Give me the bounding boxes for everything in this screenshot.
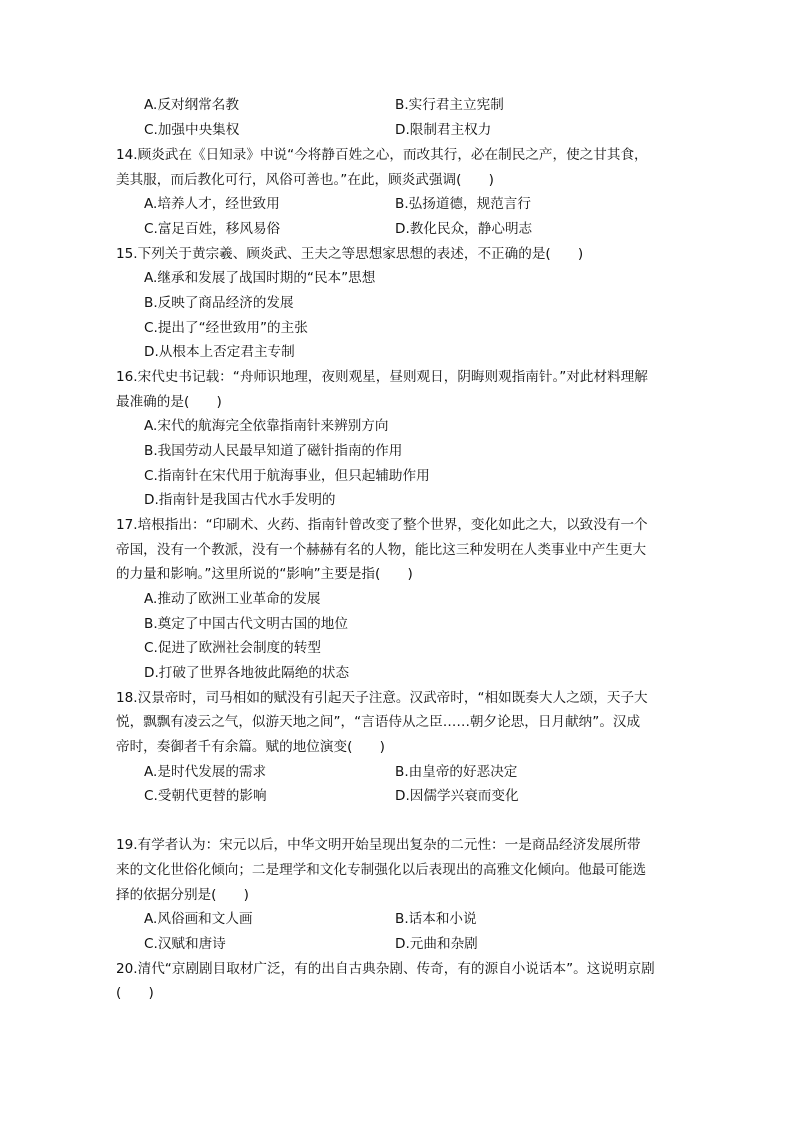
q18-stem-line-1: 18.汉景帝时，司马相如的赋没有引起天子注意。汉武帝时，“相如既奏大人之颂，天子大	[116, 690, 648, 706]
q18-stem-line-2: 悦，飘飘有凌云之气，似游天地之间”，“言语侍从之臣……朝夕论思，日月献纳”。汉成	[116, 714, 641, 730]
q14-option-a: A.培养人才，经世致用	[144, 196, 280, 212]
q17-stem-line-3: 的力量和影响。”这里所说的“影响”主要是指( )	[116, 566, 413, 582]
q15-stem-line-1: 15.下列关于黄宗羲、顾炎武、王夫之等思想家思想的表述，不正确的是( )	[116, 246, 584, 262]
q17-stem-line-1: 17.培根指出：“印刷术、火药、指南针曾改变了整个世界，变化如此之大，以致没有一个	[116, 517, 648, 533]
q13-option-d: D.限制君主权力	[395, 122, 492, 138]
q19-stem-line-1: 19.有学者认为：宋元以后，中华文明开始呈现出复杂的二元性：一是商品经济发展所带	[116, 837, 641, 853]
q13-option-a: A.反对纲常名教	[144, 97, 239, 113]
q18-stem-line-3: 帝时，奏御者千有余篇。赋的地位演变( )	[116, 739, 385, 755]
q19-option-b: B.话本和小说	[395, 911, 477, 927]
q16-option-a: A.宋代的航海完全依靠指南针来辨别方向	[144, 418, 389, 434]
q14-stem-line-2: 美其服，而后教化可行，风俗可善也。”在此，顾炎武强调( )	[116, 172, 494, 188]
q17-stem-line-2: 帝国，没有一个教派，没有一个赫赫有名的人物，能比这三种发明在人类事业中产生更大	[116, 542, 647, 558]
q16-option-b: B.我国劳动人民最早知道了磁针指南的作用	[144, 443, 403, 459]
q17-option-d: D.打破了世界各地彼此隔绝的状态	[144, 665, 350, 681]
q19-option-c: C.汉赋和唐诗	[144, 936, 226, 952]
q18-option-c: C.受朝代更替的影响	[144, 788, 267, 804]
q19-stem-line-3: 择的依据分别是( )	[116, 887, 249, 903]
q16-stem-line-2: 最准确的是( )	[116, 394, 222, 410]
q14-stem-line-1: 14.顾炎武在《日知录》中说“今将静百姓之心，而改其行，必在制民之产，使之甘其食，	[116, 147, 648, 163]
q13-option-c: C.加强中央集权	[144, 122, 240, 138]
q13-option-b: B.实行君主立宪制	[395, 97, 504, 113]
q19-stem-line-2: 来的文化世俗化倾向；二是理学和文化专制强化以后表现出的高雅文化倾向。他最可能选	[116, 862, 647, 878]
q14-option-b: B.弘扬道德，规范言行	[395, 196, 531, 212]
q15-option-d: D.从根本上否定君主专制	[144, 344, 295, 360]
q15-option-b: B.反映了商品经济的发展	[144, 295, 294, 311]
q16-option-d: D.指南针是我国古代水手发明的	[144, 492, 336, 508]
q20-stem-line-2: ( )	[116, 985, 154, 1001]
q18-option-d: D.因儒学兴衰而变化	[395, 788, 519, 804]
q19-option-a: A.风俗画和文人画	[144, 911, 253, 927]
q20-stem-line-1: 20.清代“京剧剧目取材广泛，有的出自古典杂剧、传奇，有的源自小说话本”。这说明京剧	[116, 961, 655, 977]
q15-option-a: A.继承和发展了战国时期的“民本”思想	[144, 270, 376, 286]
q18-option-a: A.是时代发展的需求	[144, 764, 267, 780]
q14-option-c: C.富足百姓，移风易俗	[144, 221, 281, 237]
q19-option-d: D.元曲和杂剧	[395, 936, 478, 952]
q17-option-b: B.奠定了中国古代文明古国的地位	[144, 616, 348, 632]
q16-stem-line-1: 16.宋代史书记载：“舟师识地理，夜则观星，昼则观日，阴晦则观指南针。”对此材料理解	[116, 369, 648, 385]
q16-option-c: C.指南针在宋代用于航海事业，但只起辅助作用	[144, 468, 430, 484]
q15-option-c: C.提出了“经世致用”的主张	[144, 320, 308, 336]
q18-option-b: B.由皇帝的好恶决定	[395, 764, 518, 780]
q17-option-a: A.推动了欧洲工业革命的发展	[144, 591, 321, 607]
q14-option-d: D.教化民众，静心明志	[395, 221, 533, 237]
q17-option-c: C.促进了欧洲社会制度的转型	[144, 640, 321, 656]
